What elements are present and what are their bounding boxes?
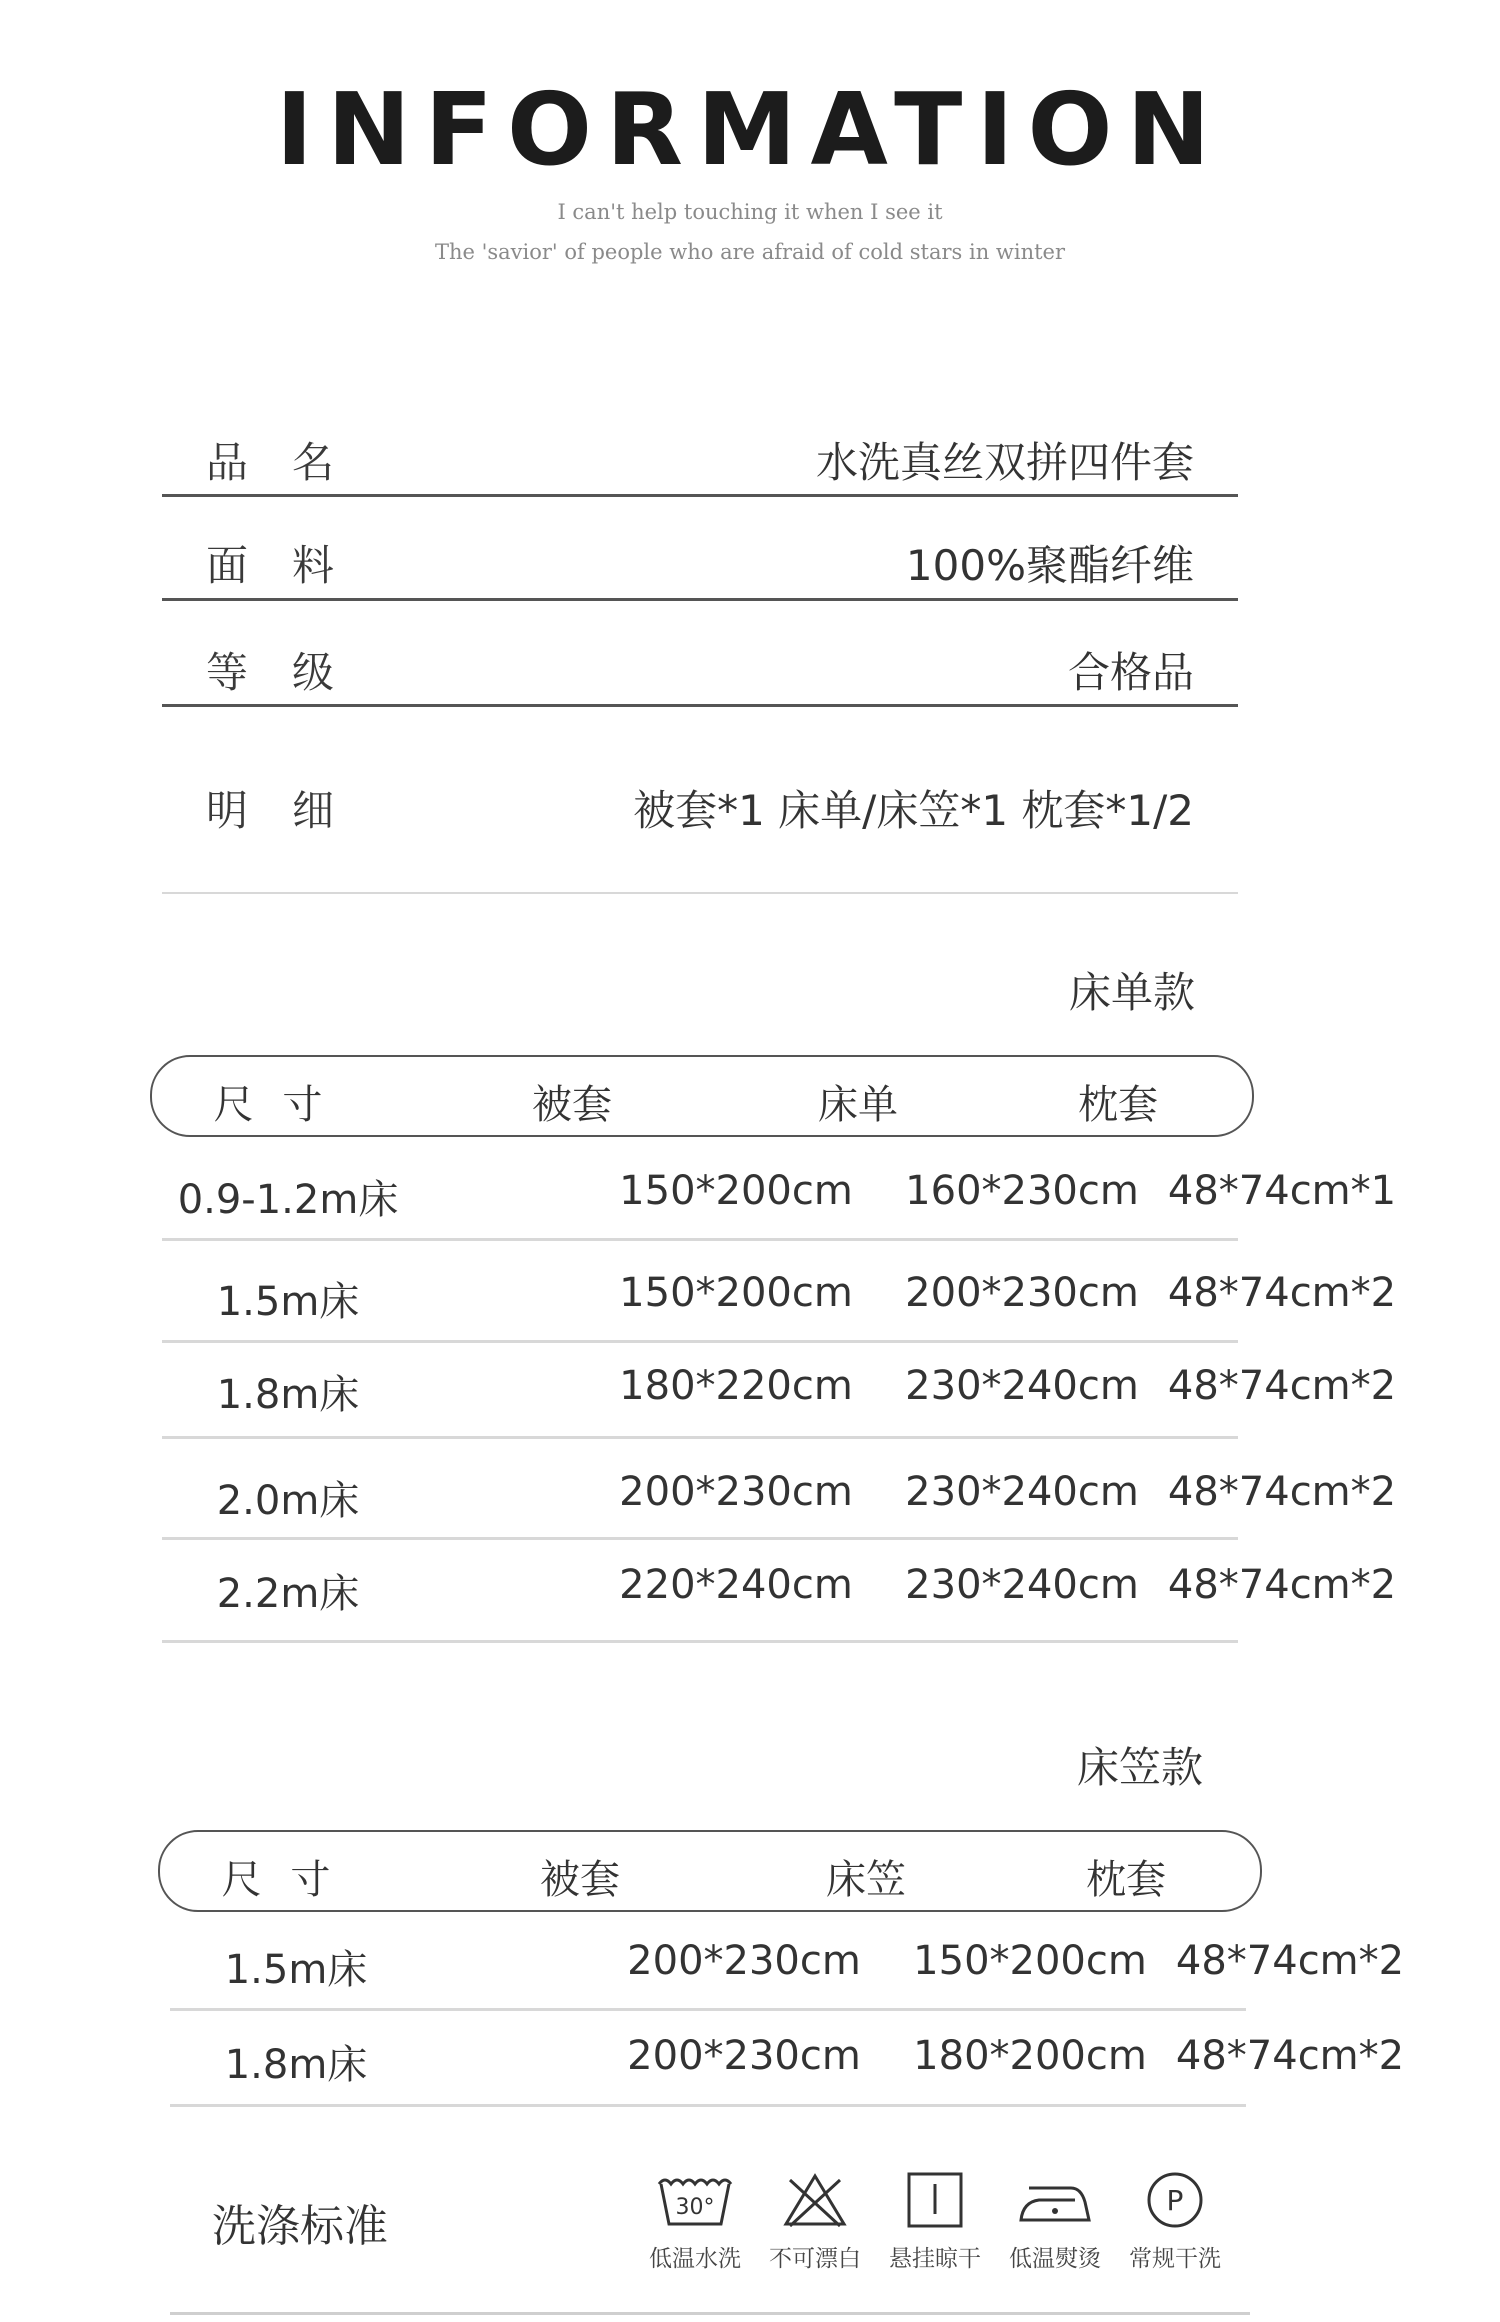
dry-clean-p-icon bbox=[1120, 2170, 1230, 2273]
row-divider bbox=[162, 1640, 1238, 1643]
info-row-fabric bbox=[162, 533, 1238, 593]
table-cell: 180*220cm bbox=[619, 1363, 853, 1409]
row-divider bbox=[170, 2104, 1246, 2107]
svg-text:P: P bbox=[1166, 2184, 1184, 2217]
info-label: 明细 bbox=[206, 786, 379, 835]
table-cell: 220*240cm bbox=[619, 1562, 853, 1608]
table-cell: 48*74cm*2 bbox=[1167, 1363, 1397, 1409]
table-cell: 0.9-1.2m床 bbox=[177, 1177, 399, 1223]
header-pillowcase: 枕套 bbox=[1086, 1857, 1166, 1903]
header-fitted-sheet: 床笠 bbox=[826, 1857, 906, 1903]
table-cell: 48*74cm*2 bbox=[1167, 1270, 1397, 1316]
table-cell: 1.5m床 bbox=[224, 1947, 368, 1993]
svg-text:30°: 30° bbox=[675, 2195, 715, 2220]
header-size: 尺 寸 bbox=[213, 1082, 331, 1128]
no-bleach-icon bbox=[780, 2170, 850, 2230]
line-dry-icon bbox=[903, 2170, 967, 2230]
info-value: 水洗真丝双拼四件套 bbox=[815, 438, 1194, 487]
table-cell: 48*74cm*1 bbox=[1167, 1168, 1397, 1214]
row-divider bbox=[162, 1537, 1238, 1540]
table-cell: 200*230cm bbox=[905, 1270, 1139, 1316]
table-cell: 48*74cm*2 bbox=[1175, 1938, 1405, 1984]
header-size: 尺 寸 bbox=[221, 1857, 339, 1903]
no-bleach-icon bbox=[760, 2170, 870, 2273]
info-label: 面料 bbox=[206, 541, 379, 590]
header-duvet: 被套 bbox=[532, 1082, 612, 1128]
table-cell: 1.8m床 bbox=[216, 1372, 360, 1418]
care-caption: 低温熨烫 bbox=[1009, 2246, 1101, 2272]
table-cell: 200*230cm bbox=[627, 2033, 861, 2079]
divider bbox=[170, 2312, 1250, 2315]
dry-clean-p-icon bbox=[1143, 2170, 1207, 2230]
info-value: 100%聚酯纤维 bbox=[905, 541, 1194, 590]
divider bbox=[162, 892, 1238, 894]
info-label: 品名 bbox=[206, 438, 379, 487]
table-cell: 150*200cm bbox=[619, 1168, 853, 1214]
care-caption: 低温水洗 bbox=[649, 2246, 741, 2272]
table-cell: 48*74cm*2 bbox=[1167, 1562, 1397, 1608]
fitted-table-title: 床笠款 bbox=[1076, 1743, 1203, 1792]
info-label: 等级 bbox=[206, 648, 379, 697]
table-cell: 160*230cm bbox=[905, 1168, 1139, 1214]
divider bbox=[162, 598, 1238, 601]
info-row-grade bbox=[162, 640, 1238, 700]
subtitle-line-2: The 'savior' of people who are afraid of cold stars in winter bbox=[434, 240, 1066, 264]
info-value: 被套*1 床单/床笠*1 枕套*1/2 bbox=[633, 786, 1194, 835]
header-duvet: 被套 bbox=[540, 1857, 620, 1903]
sheet-table-title: 床单款 bbox=[1068, 968, 1195, 1017]
table-cell: 230*240cm bbox=[905, 1469, 1139, 1515]
table-cell: 48*74cm*2 bbox=[1175, 2033, 1405, 2079]
info-value: 合格品 bbox=[1067, 648, 1194, 697]
care-caption: 悬挂晾干 bbox=[889, 2246, 981, 2272]
info-row-details bbox=[162, 778, 1238, 838]
row-divider bbox=[162, 1436, 1238, 1439]
divider bbox=[162, 494, 1238, 497]
row-divider bbox=[162, 1238, 1238, 1241]
header-sheet: 床单 bbox=[818, 1082, 898, 1128]
divider bbox=[162, 704, 1238, 707]
table-cell: 150*200cm bbox=[619, 1270, 853, 1316]
table-cell: 180*200cm bbox=[913, 2033, 1147, 2079]
care-caption: 常规干洗 bbox=[1129, 2246, 1221, 2272]
iron-low-icon bbox=[1015, 2170, 1095, 2230]
care-caption: 不可漂白 bbox=[769, 2246, 861, 2272]
row-divider bbox=[162, 1340, 1238, 1343]
row-divider bbox=[170, 2008, 1246, 2011]
table-cell: 150*200cm bbox=[913, 1938, 1147, 1984]
wash-30-icon bbox=[655, 2170, 735, 2230]
info-row-name bbox=[162, 430, 1238, 490]
table-cell: 200*230cm bbox=[627, 1938, 861, 1984]
table-cell: 230*240cm bbox=[905, 1363, 1139, 1409]
table-cell: 1.8m床 bbox=[224, 2042, 368, 2088]
header-pillowcase: 枕套 bbox=[1078, 1082, 1158, 1128]
table-cell: 230*240cm bbox=[905, 1562, 1139, 1608]
table-cell: 2.0m床 bbox=[216, 1478, 360, 1524]
wash-30-icon bbox=[640, 2170, 750, 2273]
table-cell: 1.5m床 bbox=[216, 1279, 360, 1325]
table-cell: 2.2m床 bbox=[216, 1571, 360, 1617]
subtitle-line-1: I can't help touching it when I see it bbox=[557, 200, 943, 224]
iron-low-icon bbox=[1000, 2170, 1110, 2273]
washing-label: 洗涤标准 bbox=[212, 2201, 388, 2252]
page-title: INFORMATION bbox=[275, 71, 1225, 188]
line-dry-icon bbox=[880, 2170, 990, 2273]
fitted-table-header bbox=[158, 1830, 1262, 1912]
table-cell: 48*74cm*2 bbox=[1167, 1469, 1397, 1515]
table-cell: 200*230cm bbox=[619, 1469, 853, 1515]
sheet-table-header bbox=[150, 1055, 1254, 1137]
